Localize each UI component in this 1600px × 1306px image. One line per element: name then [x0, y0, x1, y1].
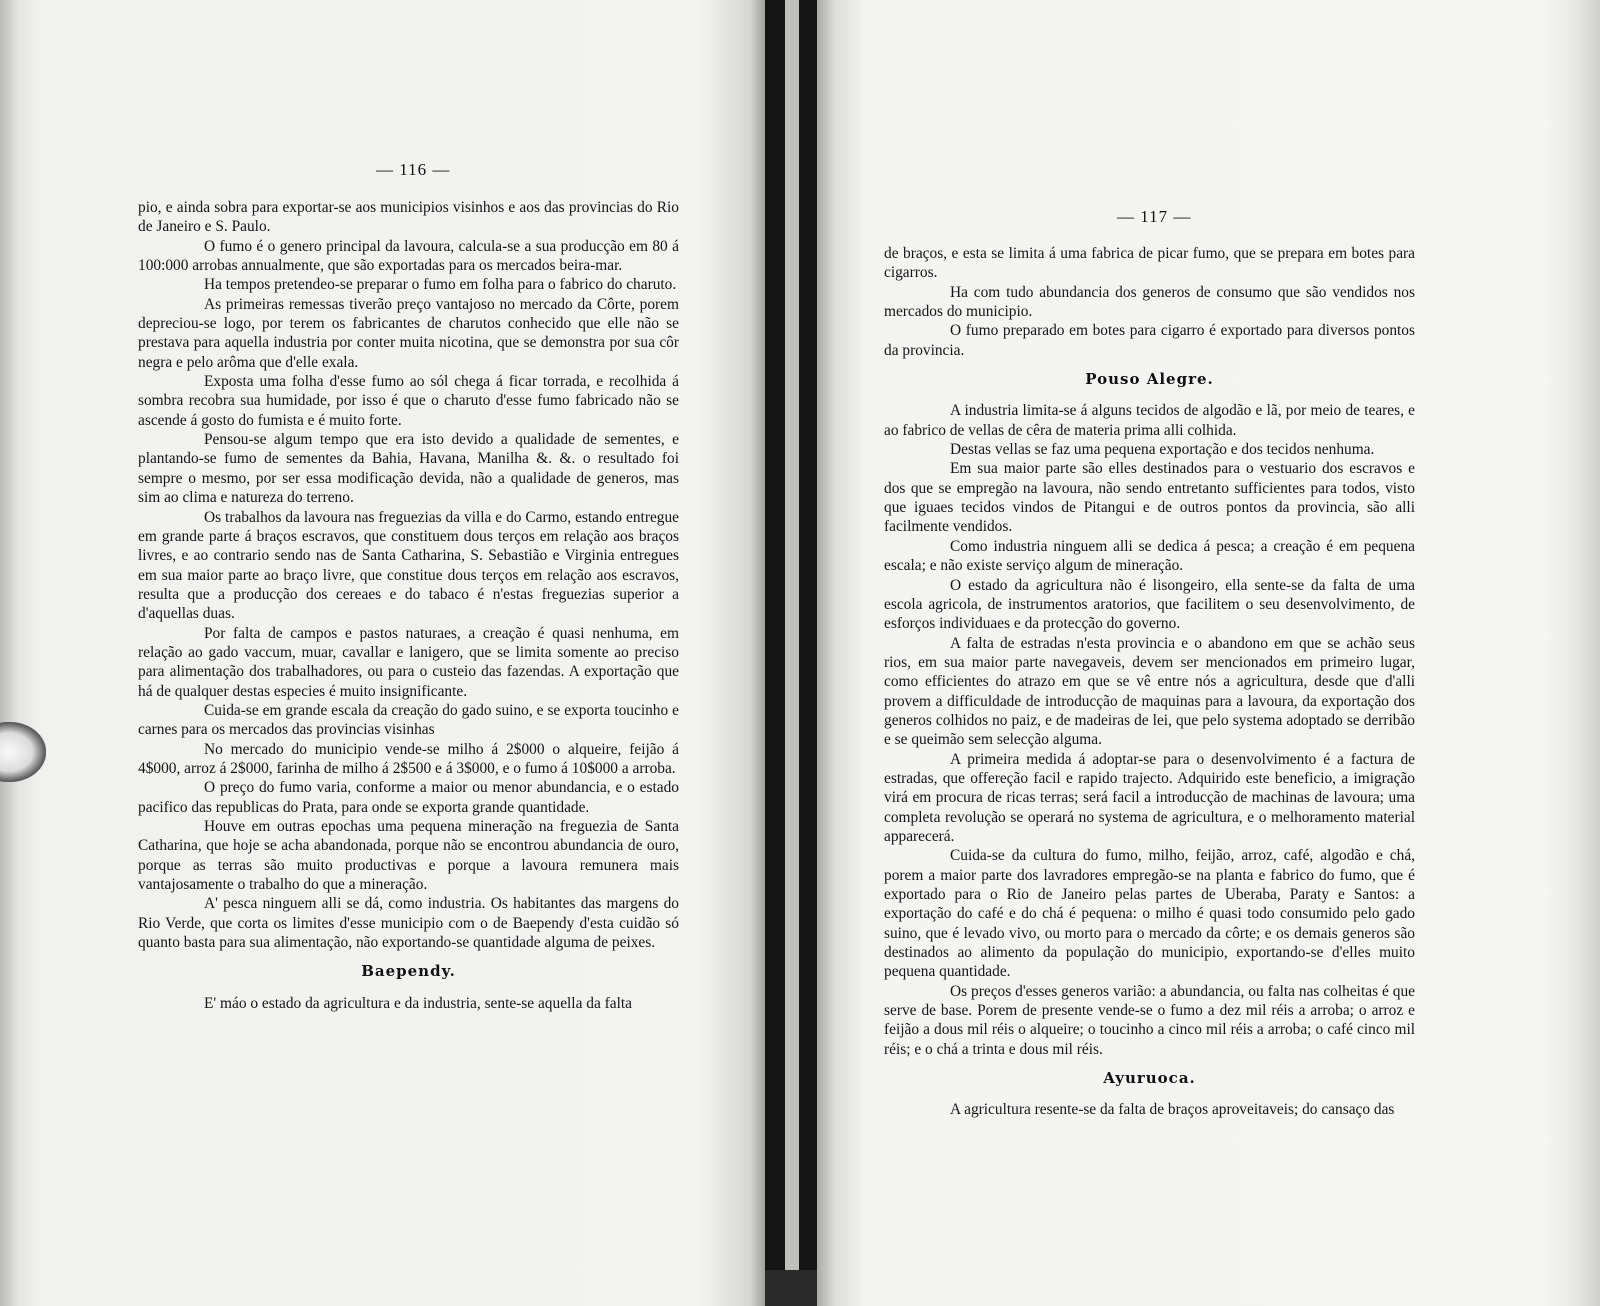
left-page [0, 0, 765, 1306]
paragraph: Cuida-se da cultura do fumo, milho, feijão, arroz, café, algodão e chá, porem a maior parte dos lavradores empregão-se na planta e fabrico do fumo, que é exportado para o Rio de Janeiro pelas partes de Uberaba, Paraty e Santos: a exportação do café e do chá é pequena: o milho é quasi todo consumido pelo gado suino, que é levado vivo, ou morto para o mercado da côrte; e os demais generos são destinados ao alimento da população do municipio, exportando-se d'elles muito pequena quantidade. [884, 847, 1415, 981]
paragraph: Ha com tudo abundancia dos generos de consumo que são vendidos nos mercados do municipio. [884, 283, 1415, 321]
paragraph: A industria limita-se á alguns tecidos de algodão e lã, por meio de teares, e ao fabrico de vellas de cêra de materia prima alli colhida. [884, 402, 1415, 439]
gutter-foot [765, 1270, 817, 1306]
paragraph: Como industria ninguem alli se dedica á pesca; a creação é em pequena escala; e não existe serviço algum de mineração. [884, 537, 1415, 575]
paragraph: No mercado do municipio vende-se milho á 2$000 o alqueire, feijão á 4$000, arroz á 2$000, farinha de milho á 2$500 e á 3$000, e o fumo á 10$000 a arroba. [138, 740, 679, 777]
heading-ayuruoca: Ayuruoca. [1103, 1069, 1196, 1088]
page-tab-marker [0, 722, 46, 782]
right-text-column [884, 244, 1415, 1120]
paragraph: O preço do fumo varia, conforme a maior ou menor abundancia, e o estado pacifico das republicas do Prata, para onde se exporta grande quantidade. [138, 779, 679, 816]
page-number-right: — 117 — [1117, 207, 1192, 226]
paragraph: A primeira medida á adoptar-se para o desenvolvimento é a factura de estradas, que offereção facil e rapido trajecto. Adquirido este beneficio, a imigração virá em procura de ricas terras; será facil a introducção de machinas de lavoura; uma completa revolução se operará no systema de agricultura, e o melhoramento material apparecerá. [884, 750, 1415, 845]
paragraph: Ha tempos pretendeo-se preparar o fumo em folha para o fabrico do charuto. [204, 276, 677, 294]
paragraph: Houve em outras epochas uma pequena mineração na freguezia de Santa Catharina, que hoje se acha abandonada, porque não se encontrou abundancia de ouro, porque as terras são muito productivas e porque a lavoura remunera mais vantajosamente o trabalho do que a mineração. [138, 818, 679, 894]
right-paragraphs-main [884, 401, 1415, 1059]
paragraph: Destas vellas se faz uma pequena exportação e dos tecidos nenhuma. [950, 441, 1375, 459]
page-number-left: — 116 — [376, 160, 451, 179]
paragraph: Os preços d'esses generos varião: a abundancia, ou falta nas colheitas é que serve de base. Porem de presente vende-se o fumo a dez mil réis a arroba; o arroz e feijão a dous mil réis o alqueire; o toucinho a cinco mil réis a arroba; o café cinco mil réis; e o chá a trinta e dous mil réis. [884, 982, 1415, 1058]
gutter-strip [785, 0, 799, 1306]
paragraph: As primeiras remessas tiverão preço vantajoso no mercado da Côrte, porem depreciou-se logo, por terem os fabricantes de charutos conhecido que elle não se prestava para aquella industria por conter muita nicotina, que se demonstra por sua côr negra e pelo arôma que d'elle exala. [138, 295, 679, 371]
left-paragraphs [138, 198, 679, 952]
right-page [817, 0, 1600, 1306]
heading-pouso-alegre: Pouso Alegre. [1085, 370, 1214, 389]
left-closing-paragraph: E' máo o estado da agricultura e da industria, sente-se aquella da falta [204, 994, 632, 1012]
paragraph: A' pesca ninguem alli se dá, como industria. Os habitantes das margens do Rio Verde, que corta os limites d'esse municipio com o de Baependy d'esta cuidão só quanto basta para sua alimentação, não exportando-se quantidade alguma de peixes. [138, 895, 679, 952]
paragraph: pio, e ainda sobra para exportar-se aos municipios visinhos e aos das provincias do Rio de Janeiro e S. Paulo. [138, 199, 679, 236]
paragraph: O fumo preparado em botes para cigarro é exportado para diversos pontos da provincia. [884, 322, 1415, 359]
paragraph: Por falta de campos e pastos naturaes, a creação é quasi nenhuma, em relação ao gado vaccum, muar, cavallar e lanigero, que se limita somente ao preciso para alimentação dos trabalhadores, ou para o custeio das fazendas. A exportação que há de qualquer destas especies é muito insignificante. [138, 624, 679, 700]
paragraph: Em sua maior parte são elles destinados para o vestuario dos escravos e dos que se empregão na lavoura, não sendo entretanto sufficientes para todos, visto que iguaes tecidos vindos de Pitangui e de outros pontos da provincia, são alli facilmente vendidos. [884, 460, 1415, 536]
left-text-column [138, 198, 679, 1013]
book-gutter [765, 0, 817, 1306]
paragraph: O estado da agricultura não é lisongeiro, ella sente-se da falta de uma escola agricola, de instrumentos aratorios, que facilitem o seu desenvolvimento, de esforços individuaes e da protecção do governo. [884, 576, 1415, 633]
paragraph: O fumo é o genero principal da lavoura, calcula-se a sua producção em 80 á 100:000 arrobas annualmente, que são exportadas para os mercados beira-mar. [138, 237, 679, 275]
paragraph: de braços, e esta se limita á uma fabrica de picar fumo, que se prepara em botes para cigarros. [884, 245, 1415, 282]
paragraph: A falta de estradas n'esta provincia e o abandono em que se achão seus rios, em sua maior parte navegaveis, devem ser mencionados em primeiro lugar, como efficientes do atrazo em que se vê entre nós a agricultura, desde que d'alli provem a difficuldade de introducção de maquinas para a lavoura, da exportação dos generos colhidos no paiz, e de madeiras de lei, que pelo systema adoptado se derribão e se queimão sem selecção alguma. [884, 634, 1415, 749]
paragraph: Pensou-se algum tempo que era isto devido a qualidade de sementes, e plantando-se fumo de sementes da Bahia, Havana, Manilha &. &. o resultado foi sempre o mesmo, por ser essa modificação devida, não a qualidade de generos, mas sim ao clima e natureza do terreno. [138, 431, 679, 507]
paragraph: Exposta uma folha d'esse fumo ao sól chega á ficar torrada, e recolhida á sombra recobra sua humidade, por isso é que o charuto d'esse fumo fabricado não se ascende á gosto do fumista e é muito forte. [138, 373, 679, 429]
paragraph: Os trabalhos da lavoura nas freguezias da villa e do Carmo, estando entregue em grande parte á braços escravos, que constituem dous terços em relação aos braços livres, e ao contrario sendo nas de Santa Catharina, S. Sebastião e Virginia entregues em sua maior parte ao braço livre, que constitue dous terços em relação aos escravos, resulta que a producção dos cereaes e do tabaco é n'estas freguezias superior a d'aquellas duas. [138, 508, 679, 623]
right-paragraphs-intro [884, 244, 1415, 360]
right-closing-paragraph: A agricultura resente-se da falta de braços aproveitaveis; do cansaço das [950, 1101, 1395, 1119]
heading-baependy: Baependy. [361, 962, 456, 981]
paragraph: Cuida-se em grande escala da creação do gado suino, e se exporta toucinho e carnes para os mercados das provincias visinhas [138, 701, 679, 739]
